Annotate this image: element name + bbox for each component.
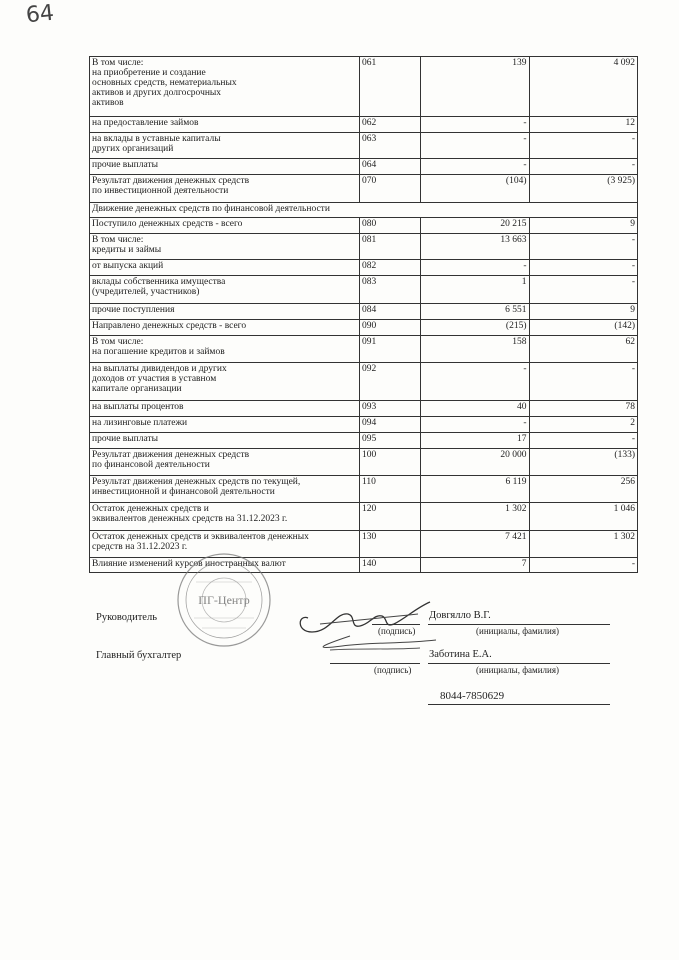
row-code-cell: 092 — [360, 363, 421, 401]
row-value-previous-cell: - — [529, 363, 638, 401]
row-name-cell: на выплаты процентов — [90, 401, 360, 417]
table-row — [90, 449, 638, 476]
row-code-cell: 063 — [360, 133, 421, 159]
row-value-previous-cell: - — [529, 260, 638, 276]
row-code-cell: 091 — [360, 336, 421, 363]
row-code-cell: 081 — [360, 234, 421, 260]
row-name-cell: на лизинговые платежи — [90, 417, 360, 433]
row-code-cell: 100 — [360, 449, 421, 476]
row-value-current-cell: 1 — [421, 276, 530, 304]
row-value-current-cell: 17 — [421, 433, 530, 449]
handwritten-page-number: 64 — [24, 0, 56, 29]
row-name-cell: Остаток денежных средств и эквивалентов денежных средств на 31.12.2023 г. — [90, 531, 360, 558]
row-code-cell: 094 — [360, 417, 421, 433]
head-sign-caption: (подпись) — [378, 626, 416, 636]
row-value-current-cell: (215) — [421, 320, 530, 336]
row-code-cell: 084 — [360, 304, 421, 320]
row-value-current-cell: 6 119 — [421, 476, 530, 503]
table-row — [90, 57, 638, 117]
row-name-cell: вклады собственника имущества (учредителей, участников) — [90, 276, 360, 304]
row-value-previous-cell: - — [529, 433, 638, 449]
row-value-current-cell: 13 663 — [421, 234, 530, 260]
head-name-line — [428, 624, 610, 625]
row-code-cell: 130 — [360, 531, 421, 558]
row-name-cell: Влияние изменений курсов иностранных валют — [90, 558, 360, 573]
row-value-previous-cell: (133) — [529, 449, 638, 476]
table-row — [90, 433, 638, 449]
table-row — [90, 260, 638, 276]
table-row — [90, 117, 638, 133]
table-row — [90, 531, 638, 558]
row-value-previous-cell: (3 925) — [529, 175, 638, 203]
row-name-cell: на вклады в уставные капиталы других организаций — [90, 133, 360, 159]
phone-number: 8044-7850629 — [440, 690, 505, 702]
row-value-previous-cell: - — [529, 276, 638, 304]
row-value-current-cell: 6 551 — [421, 304, 530, 320]
row-value-current-cell: 40 — [421, 401, 530, 417]
table-row — [90, 159, 638, 175]
row-value-previous-cell: 9 — [529, 218, 638, 234]
head-initials-caption: (инициалы, фамилия) — [476, 626, 559, 636]
row-value-current-cell: - — [421, 363, 530, 401]
row-value-previous-cell: - — [529, 159, 638, 175]
row-value-previous-cell: 78 — [529, 401, 638, 417]
row-code-cell: 064 — [360, 159, 421, 175]
table-row — [90, 476, 638, 503]
row-value-previous-cell: 4 092 — [529, 57, 638, 117]
head-name: Довгялло В.Г. — [429, 610, 491, 621]
row-value-previous-cell: (142) — [529, 320, 638, 336]
row-name-cell: Остаток денежных средств и эквивалентов денежных средств на 31.12.2023 г. — [90, 503, 360, 531]
row-value-current-cell: 1 302 — [421, 503, 530, 531]
handwritten-signature — [290, 588, 440, 658]
table-row — [90, 175, 638, 203]
cash-flow-table — [89, 56, 638, 573]
row-code-cell: 090 — [360, 320, 421, 336]
row-value-current-cell: - — [421, 159, 530, 175]
row-name-cell: Результат движения денежных средств по текущей, инвестиционной и финансовой деятельности — [90, 476, 360, 503]
accountant-initials-caption: (инициалы, фамилия) — [476, 665, 559, 675]
row-name-cell: Результат движения денежных средств по финансовой деятельности — [90, 449, 360, 476]
accountant-name-line — [428, 663, 610, 664]
table-row — [90, 503, 638, 531]
table-row — [90, 336, 638, 363]
stamp-text: ПГ-Центр — [198, 593, 250, 607]
row-name-cell: от выпуска акций — [90, 260, 360, 276]
row-name-cell: прочие поступления — [90, 304, 360, 320]
row-name-cell: прочие выплаты — [90, 159, 360, 175]
row-value-current-cell: 139 — [421, 57, 530, 117]
row-value-previous-cell: 9 — [529, 304, 638, 320]
row-value-current-cell: 20 000 — [421, 449, 530, 476]
row-code-cell: 140 — [360, 558, 421, 573]
table-row — [90, 133, 638, 159]
row-code-cell: 120 — [360, 503, 421, 531]
accountant-sign-line — [330, 663, 420, 664]
row-value-current-cell: 20 215 — [421, 218, 530, 234]
organization-stamp — [176, 552, 272, 648]
accountant-label: Главный бухгалтер — [96, 650, 182, 661]
section-title: Движение денежных средств по финансовой деятельности — [90, 203, 638, 218]
row-value-previous-cell: 1 046 — [529, 503, 638, 531]
accountant-sign-caption: (подпись) — [374, 665, 412, 675]
row-code-cell: 082 — [360, 260, 421, 276]
table-section-row — [90, 203, 638, 218]
row-value-previous-cell: 2 — [529, 417, 638, 433]
row-name-cell: на предоставление займов — [90, 117, 360, 133]
phone-line — [428, 704, 610, 705]
table-row — [90, 304, 638, 320]
row-value-previous-cell: 256 — [529, 476, 638, 503]
row-name-cell: Поступило денежных средств - всего — [90, 218, 360, 234]
row-value-current-cell: - — [421, 260, 530, 276]
row-value-current-cell: - — [421, 133, 530, 159]
table-row — [90, 558, 638, 573]
row-value-previous-cell: - — [529, 133, 638, 159]
row-value-previous-cell: 12 — [529, 117, 638, 133]
table-row — [90, 363, 638, 401]
table-row — [90, 276, 638, 304]
row-code-cell: 062 — [360, 117, 421, 133]
row-code-cell: 083 — [360, 276, 421, 304]
row-value-current-cell: - — [421, 117, 530, 133]
row-value-previous-cell: 62 — [529, 336, 638, 363]
accountant-name: Заботина Е.А. — [429, 649, 492, 660]
row-name-cell: В том числе: на приобретение и создание основных средств, нематериальных активов и других долгосрочных активов — [90, 57, 360, 117]
row-name-cell: Направлено денежных средств - всего — [90, 320, 360, 336]
row-value-current-cell: 158 — [421, 336, 530, 363]
row-name-cell: Результат движения денежных средств по инвестиционной деятельности — [90, 175, 360, 203]
row-value-previous-cell: 1 302 — [529, 531, 638, 558]
row-name-cell: В том числе: кредиты и займы — [90, 234, 360, 260]
row-name-cell: на выплаты дивидендов и других доходов от участия в уставном капитале организации — [90, 363, 360, 401]
row-name-cell: В том числе: на погашение кредитов и займов — [90, 336, 360, 363]
table-row — [90, 234, 638, 260]
row-value-previous-cell: - — [529, 558, 638, 573]
row-code-cell: 061 — [360, 57, 421, 117]
row-value-current-cell: (104) — [421, 175, 530, 203]
row-value-current-cell: 7 421 — [421, 531, 530, 558]
table-row — [90, 320, 638, 336]
row-code-cell: 080 — [360, 218, 421, 234]
row-code-cell: 095 — [360, 433, 421, 449]
row-code-cell: 070 — [360, 175, 421, 203]
row-code-cell: 110 — [360, 476, 421, 503]
table-row — [90, 417, 638, 433]
row-value-current-cell: - — [421, 417, 530, 433]
head-label: Руководитель — [96, 612, 157, 623]
row-code-cell: 093 — [360, 401, 421, 417]
row-value-current-cell: 7 — [421, 558, 530, 573]
row-name-cell: прочие выплаты — [90, 433, 360, 449]
table-row — [90, 218, 638, 234]
table-row — [90, 401, 638, 417]
row-value-previous-cell: - — [529, 234, 638, 260]
